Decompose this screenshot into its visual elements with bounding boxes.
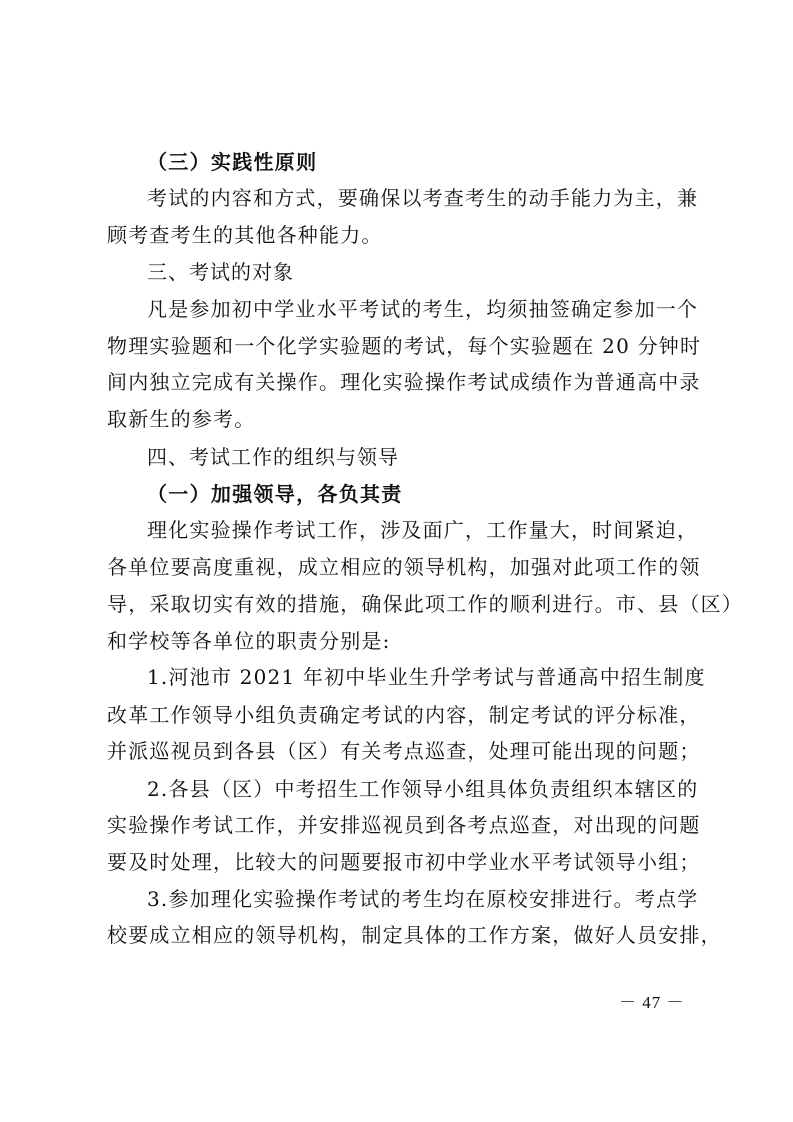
- section-heading-organization: 四、考试工作的组织与领导: [147, 445, 399, 469]
- paragraph-line: 3.参加理化实验操作考试的考生均在原校安排进行。考点学: [147, 887, 699, 911]
- subsection-heading-leadership: （一）加强领导，各负其责: [147, 482, 403, 506]
- section-heading-exam-target: 三、考试的对象: [147, 260, 294, 284]
- paragraph-line: 考试的内容和方式，要确保以考查考生的动手能力为主，兼: [147, 186, 699, 210]
- paragraph-line: 凡是参加初中学业水平考试的考生，均须抽签确定参加一个: [147, 297, 699, 321]
- paragraph-line: 改革工作领导小组负责确定考试的内容，制定考试的评分标准，: [107, 703, 701, 727]
- paragraph-line: 导，采取切实有效的措施，确保此项工作的顺利进行。市、县（区）: [107, 592, 743, 616]
- paragraph-line: 2.各县（区）中考招生工作领导小组具体负责组织本辖区的: [147, 777, 699, 801]
- paragraph-line: 1.河池市 2021 年初中毕业生升学考试与普通高中招生制度: [147, 665, 706, 689]
- paragraph-line: 理化实验操作考试工作，涉及面广，工作量大，时间紧迫，: [147, 518, 699, 542]
- paragraph-line: 和学校等各单位的职责分别是:: [107, 629, 391, 653]
- section-heading-practicality: （三）实践性原则: [147, 150, 318, 174]
- paragraph-line: 间内独立完成有关操作。理化实验操作考试成绩作为普通高中录: [107, 370, 701, 394]
- paragraph-line: 取新生的参考。: [107, 407, 256, 431]
- paragraph-line: 物理实验题和一个化学实验题的考试，每个实验题在 20 分钟时: [107, 334, 702, 358]
- paragraph-line: 校要成立相应的领导机构，制定具体的工作方案，做好人员安排，: [107, 923, 722, 947]
- paragraph-line: 要及时处理，比较大的问题要报市初中学业水平考试领导小组；: [107, 850, 701, 874]
- paragraph-line: 实验操作考试工作，并安排巡视员到各考点巡查，对出现的问题: [107, 813, 701, 837]
- paragraph-line: 并派巡视员到各县（区）有关考点巡查，处理可能出现的问题；: [107, 739, 701, 763]
- paragraph-line: 各单位要高度重视，成立相应的领导机构，加强对此项工作的领: [107, 555, 701, 579]
- paragraph-line: 顾考查考生的其他各种能力。: [107, 223, 383, 247]
- page-number: － 47 －: [619, 993, 685, 1012]
